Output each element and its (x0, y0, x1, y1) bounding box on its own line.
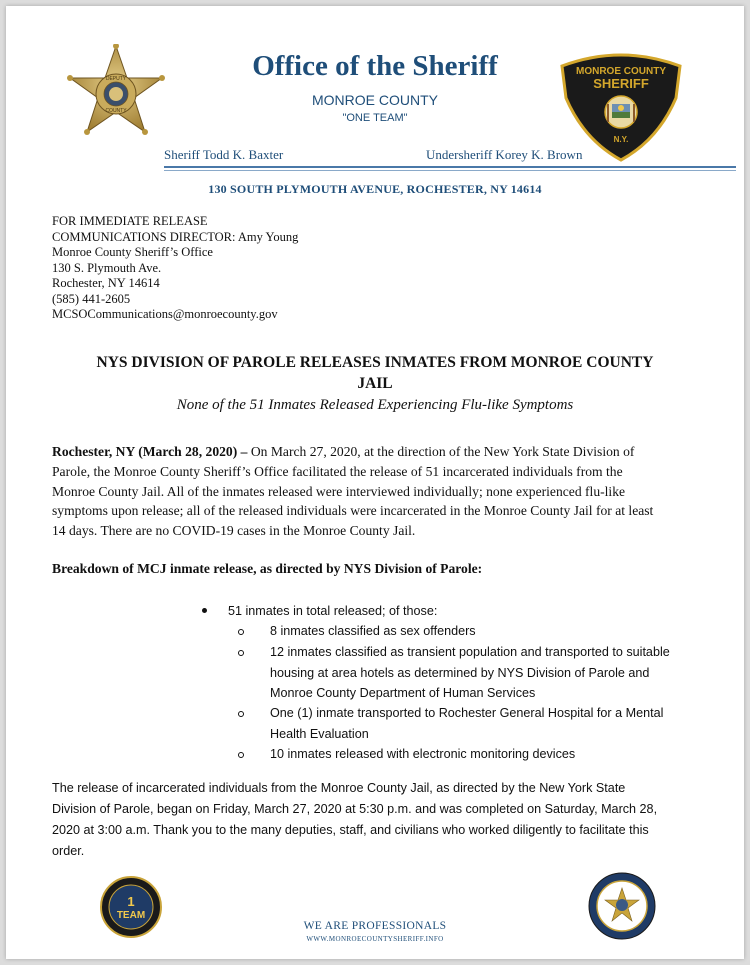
patch-text-bottom: N.Y. (613, 135, 629, 144)
page-title: Office of the Sheriff (252, 50, 498, 82)
communications-director: COMMUNICATIONS DIRECTOR: Amy Young (52, 229, 299, 244)
headline (52, 352, 698, 394)
sub3-line-2: Health Evaluation (270, 726, 369, 741)
sub-bullet-icon (238, 629, 244, 635)
closing-line-4: order. (52, 844, 85, 858)
star-text-deputy: DEPUTY (105, 76, 127, 82)
sub-bullet-icon (238, 711, 244, 717)
sub-item-sex-offenders: 8 inmates classified as sex offenders (270, 624, 476, 638)
lead-paragraph (52, 442, 704, 541)
sub-item-transient (270, 642, 710, 704)
para1-line-2: Parole, the Monroe County Sheriff’s Office facilitated the release of 51 incarcerated individuals from the (52, 463, 623, 479)
para1-line-4: symptoms upon release; all of the released individuals were incarcerated in the Monroe County Jail for at least (52, 503, 654, 519)
sub2-line-2: housing at area hotels as determined by NYS Division of Parole and (270, 665, 650, 680)
para1-line-1: On March 27, 2020, at the direction of the New York State Division of (247, 444, 635, 459)
city-state-zip: Rochester, NY 14614 (52, 276, 160, 290)
dateline: Rochester, NY (March 28, 2020) – (52, 444, 248, 459)
subheadline: None of the 51 Inmates Released Experiencing Flu-like Symptoms (176, 397, 574, 413)
closing-line-2: Division of Parole, began on Friday, March 27, 2020 at 5:30 p.m. and was completed on Saturday, March 28, (52, 802, 658, 816)
phone-number: (585) 441-2605 (52, 291, 131, 306)
breakdown-heading: Breakdown of MCJ inmate release, as directed by NYS Division of Parole: (52, 561, 483, 576)
headline-line-2: JAIL (357, 375, 393, 392)
seal-team-text: TEAM (116, 910, 146, 921)
sub-bullet-icon (238, 752, 244, 758)
para1-line-5: 14 days. There are no COVID-19 cases in the Monroe County Jail. (52, 523, 416, 539)
patch-text-top: MONROE COUNTY (576, 66, 666, 77)
bullet-icon (202, 608, 207, 613)
contact-email: MCSOCommunications@monroecounty.gov (52, 307, 278, 321)
office-name: Monroe County Sheriff’s Office (52, 245, 213, 259)
header-divider (164, 166, 736, 168)
contact-block (52, 214, 298, 323)
release-label: FOR IMMEDIATE RELEASE (52, 214, 208, 228)
sub-bullet-icon (238, 650, 244, 656)
county-name: MONROE COUNTY (312, 92, 438, 108)
list-main-text: 51 inmates in total released; of those: (228, 604, 438, 618)
sub2-line-1: 12 inmates classified as transient population and transported to suitable (270, 645, 670, 659)
headline-line-1: NYS DIVISION OF PAROLE RELEASES INMATES FROM MONROE COUNTY (96, 354, 654, 371)
footer-website-link[interactable]: WWW.MONROECOUNTYSHERIFF.INFO (306, 935, 444, 943)
sub-item-monitoring: 10 inmates released with electronic monitoring devices (270, 747, 576, 761)
star-text-county: COUNTY (105, 108, 127, 114)
footer-tagline: WE ARE PROFESSIONALS (303, 920, 447, 932)
sub2-line-3: Monroe County Department of Human Services (270, 686, 536, 700)
patch-text-main: SHERIFF (593, 76, 649, 91)
sheriff-name: Sheriff Todd K. Baxter (164, 147, 284, 162)
closing-line-1: The release of incarcerated individuals from the Monroe County Jail, as directed by the New York State (52, 781, 626, 795)
motto: "ONE TEAM" (342, 112, 408, 124)
undersheriff-name: Undersheriff Korey K. Brown (426, 147, 583, 162)
seal-number: 1 (127, 894, 135, 909)
office-address: 130 SOUTH PLYMOUTH AVENUE, ROCHESTER, NY 14614 (208, 182, 542, 196)
closing-paragraph (52, 778, 712, 862)
closing-line-3: 2020 at 3:00 a.m. Thank you to the many deputies, staff, and civilians who worked diligently to facilitate this (52, 823, 649, 837)
press-release-page (6, 6, 744, 959)
street-address: 130 S. Plymouth Ave. (52, 260, 162, 275)
sub3-line-1: One (1) inmate transported to Rochester General Hospital for a Mental (270, 706, 664, 720)
para1-line-3: Monroe County Jail. All of the inmates released were interviewed individually; none experienced flu-like (52, 483, 626, 499)
header-divider-thin (164, 170, 736, 171)
sub-item-hospital (270, 703, 710, 744)
